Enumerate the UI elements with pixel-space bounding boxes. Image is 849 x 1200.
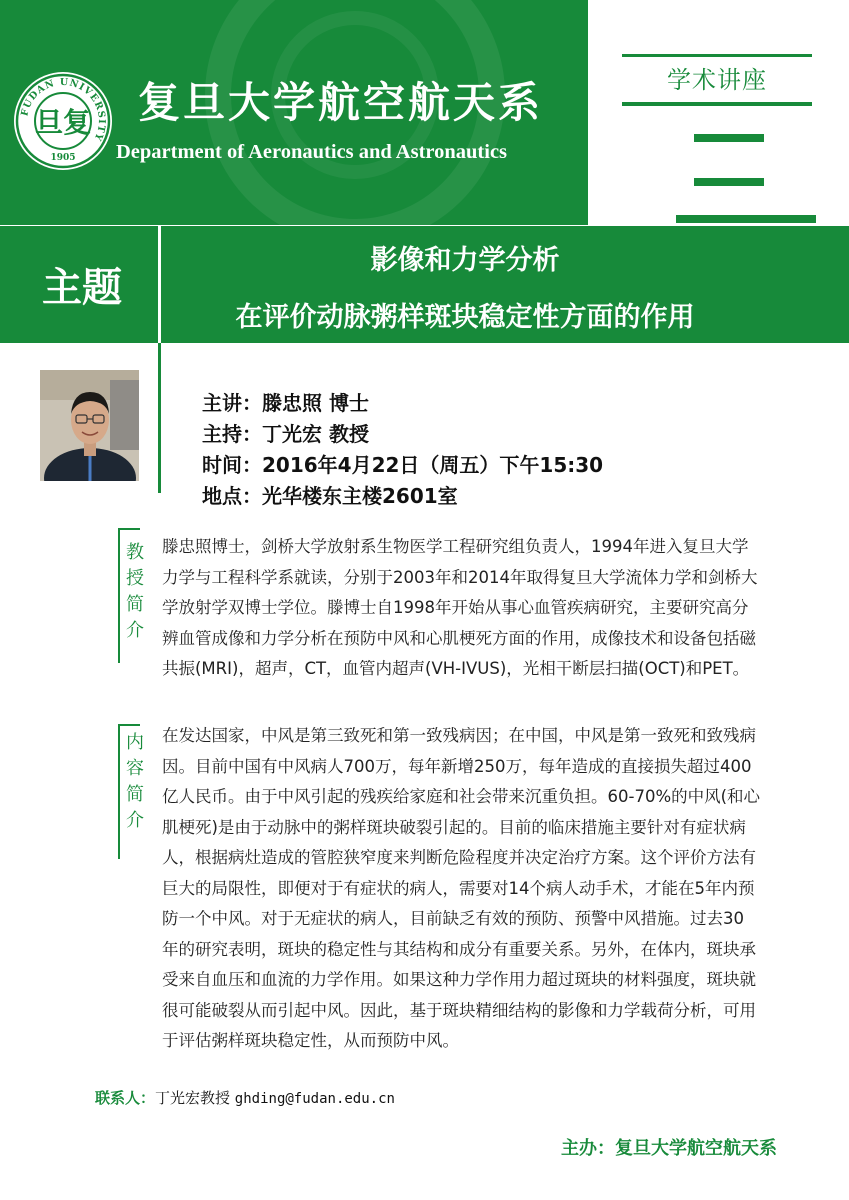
divider-line: [158, 226, 161, 343]
label-char: 介: [126, 620, 144, 641]
topic-title-line2: 在评价动脉粥样斑块稳定性方面的作用: [235, 302, 695, 333]
host-info: 主持：丁光宏 教授: [202, 422, 369, 446]
label-char: 授: [126, 568, 144, 589]
contact-email-link[interactable]: ghding@fudan.edu.cn: [234, 1091, 395, 1107]
time-info: 时间：2016年4月22日（周五）下午15:30: [202, 453, 604, 477]
label-char: 容: [126, 758, 144, 779]
logo-year: 1905: [50, 153, 76, 163]
paragraph-line: 很可能破裂从而引起中风。因此，基于斑块精细结构的影像和力学载荷分析，可用: [162, 1000, 756, 1020]
label-char: 简: [126, 784, 144, 805]
speaker-photo: [40, 370, 139, 481]
label-char: 简: [126, 594, 144, 615]
fudan-seal-icon: [14, 72, 112, 170]
section-bracket: [118, 528, 140, 530]
topic-label: 主题: [42, 265, 122, 311]
paragraph-line: 肌梗死)是由于动脉中的粥样斑块破裂引起的。目前的临床措施主要针对有症状病: [162, 817, 746, 837]
paragraph-line: 防一个中风。对于无症状的病人，目前缺乏有效的预防、预警中风措施。过去30: [162, 909, 744, 928]
place-info: 地点：光华楼东主楼2601室: [202, 484, 458, 508]
paragraph-line: 共振(MRI)，超声，CT，血管内超声(VH-IVUS)，光相干断层扫描(OCT)和PET。: [162, 659, 750, 678]
topic-title-line1: 影像和力学分析: [370, 245, 560, 276]
section-bracket: [118, 528, 120, 663]
contact-person: 丁光宏教授: [155, 1089, 235, 1107]
logo-ring-text: FUDAN UNIVERSITY: [19, 76, 108, 143]
department-title-cn: 复旦大学航空航天系: [138, 78, 544, 127]
paragraph-line: 人，根据病灶造成的管腔狭窄度来判断危险程度并决定治疗方案。这个评价方法有: [162, 848, 756, 867]
organizer-label: 主办：复旦大学航空航天系: [561, 1138, 777, 1159]
lecture-label: 学术讲座: [667, 66, 767, 94]
paragraph-line: 于评估粥样斑块稳定性，从而预防中风。: [162, 1031, 459, 1050]
speaker-portrait-icon: [40, 370, 139, 481]
decorative-bar: [694, 134, 764, 142]
paragraph-line: 亿人民币。由于中风引起的残疾给家庭和社会带来沉重负担。60-70%的中风(和心: [162, 787, 761, 806]
paragraph-line: 学放射学双博士学位。滕博士自1998年开始从事心血管疾病研究，主要研究高分: [162, 598, 749, 617]
section-bracket: [118, 724, 120, 859]
paragraph-line: 力学与工程科学系就读，分别于2003年和2014年取得复旦大学流体力学和剑桥大: [162, 567, 758, 587]
paragraph-line: 因。目前中国有中风病人700万，每年新增250万，每年造成的直接损失超过400: [162, 756, 752, 776]
paragraph-line: 年的研究表明，斑块的稳定性与其结构和成分有重要关系。另外，在体内，斑块承: [162, 939, 756, 959]
header-banner: [0, 0, 588, 225]
logo-center-glyph: 旦复: [34, 106, 92, 139]
content-section-label: [122, 730, 148, 834]
content-paragraph: [162, 721, 760, 1057]
bio-section-label: [122, 540, 148, 644]
decorative-bar: [694, 178, 764, 186]
label-char: 教: [126, 542, 144, 563]
paragraph-line: 辨血管成像和力学分析在预防中风和心肌梗死方面的作用，成像技术和设备包括磁: [162, 628, 756, 648]
lecture-rule-bottom: [622, 102, 812, 106]
label-char: 内: [126, 732, 144, 753]
fudan-logo: [14, 72, 112, 170]
label-char: 介: [126, 810, 144, 831]
header: [0, 0, 849, 225]
decorative-bar: [676, 215, 816, 223]
section-bracket: [118, 724, 140, 726]
paragraph-line: 在发达国家，中风是第三致死和第一致残病因；在中国，中风是第一致死和致残病: [162, 726, 756, 745]
speaker-info: 主讲：滕忠照 博士: [202, 391, 369, 415]
paragraph-line: 受来自血压和血流的力学作用。如果这种力学作用力超过斑块的材料强度，斑块就: [162, 970, 756, 989]
contact-line: [95, 1087, 395, 1108]
bio-paragraph: [162, 532, 757, 685]
paragraph-line: 滕忠照博士，剑桥大学放射系生物医学工程研究组负责人，1994年进入复旦大学: [162, 537, 749, 556]
contact-label: 联系人：: [95, 1089, 156, 1107]
divider-line: [158, 343, 161, 493]
paragraph-line: 巨大的局限性，即便对于有症状的病人，需要对14个病人动手术，才能在5年内预: [162, 878, 755, 898]
department-title-en: Department of Aeronautics and Astronautics: [116, 141, 508, 163]
lecture-rule-top: [622, 54, 812, 57]
